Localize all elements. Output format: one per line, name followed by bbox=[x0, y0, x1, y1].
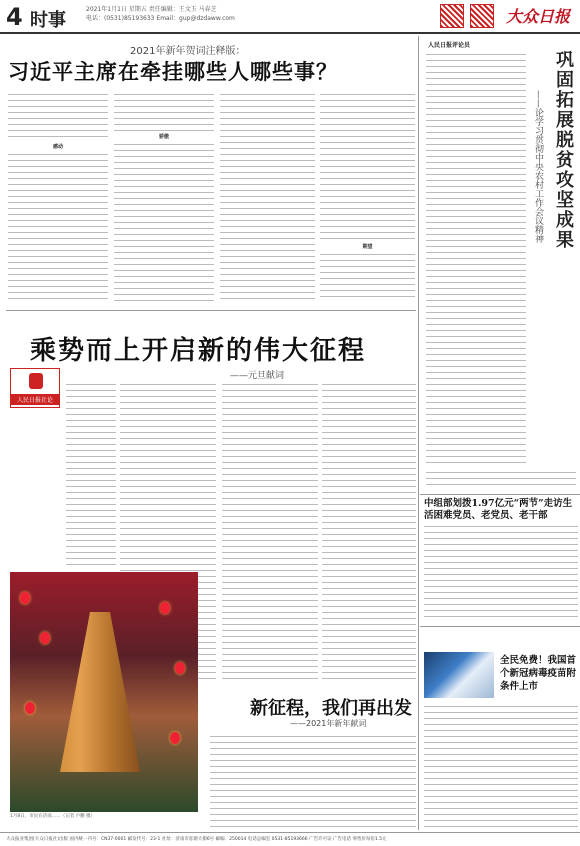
divider bbox=[420, 626, 580, 627]
story3-column bbox=[424, 704, 578, 828]
right-label: 人民日报评论员 bbox=[428, 42, 471, 49]
emblem-icon bbox=[29, 373, 43, 389]
right-subhead: ——论学习贯彻中央农村工作会议精神 bbox=[533, 90, 543, 243]
qr-code-icon bbox=[470, 4, 494, 28]
article1-column bbox=[320, 92, 415, 302]
photo-caption: 1月8日，市民在济南……（记者 卢鹏 摄） bbox=[10, 814, 96, 819]
vaccine-photo bbox=[424, 652, 494, 698]
lantern-icon bbox=[40, 632, 50, 644]
page-footer: 大众报业集团(大众日报社)出版 国内统一刊号：CN37-0001 邮发代号：23-1 社址：济南市泺源大街6号 邮编：250014 电话总编室 0531-85193666 广告许可证 广告电话 零售价每份1.5元 bbox=[0, 832, 580, 846]
page-header bbox=[0, 0, 580, 34]
lantern-icon bbox=[175, 662, 185, 674]
editorial-logo-text: 人民日报社论 bbox=[11, 394, 59, 405]
article3-headline: 新征程，我们再出发 bbox=[250, 698, 412, 719]
festival-photo bbox=[10, 572, 198, 812]
article1-subhead: 骄傲 bbox=[158, 134, 169, 140]
header-meta-line2: 电话：(0531)85193633 Email：gup@dzdaww.com bbox=[86, 15, 235, 22]
lantern-icon bbox=[160, 602, 170, 614]
article2-column bbox=[222, 382, 318, 682]
right-column bbox=[426, 470, 576, 490]
article1-column bbox=[8, 92, 108, 302]
article2-byline: ——元旦献词 bbox=[230, 371, 285, 381]
divider bbox=[420, 494, 580, 495]
article1-kicker: 2021年新年贺词注释版： bbox=[130, 46, 246, 57]
lantern-icon bbox=[170, 732, 180, 744]
header-meta-line1: 2021年1月1日 星期五 责任编辑：王文玉 马春芝 bbox=[86, 6, 217, 13]
article2-headline: 乘势而上开启新的伟大征程 bbox=[30, 336, 367, 366]
lantern-icon bbox=[25, 702, 35, 714]
article3-column bbox=[210, 734, 416, 828]
editorial-logo bbox=[10, 368, 60, 408]
story2-headline: 中组部划拨1.97亿元“两节”走访生活困难党员、老党员、老干部 bbox=[424, 498, 573, 521]
right-headline: 巩固拓展脱贫攻坚成果 bbox=[553, 50, 574, 250]
divider bbox=[418, 36, 419, 830]
article2-column bbox=[66, 382, 116, 566]
story3-headline: 全民免费！我国首个新冠病毒疫苗附条件上市 bbox=[500, 655, 577, 692]
page-number: 4 bbox=[6, 3, 23, 31]
article1-column bbox=[220, 92, 315, 302]
article1-column bbox=[114, 92, 214, 302]
qr-code-icon bbox=[440, 4, 464, 28]
header-meta bbox=[86, 5, 235, 23]
section-title: 时事 bbox=[30, 10, 66, 31]
article1-subhead: 期望 bbox=[362, 244, 373, 250]
right-column bbox=[426, 52, 526, 464]
lantern-icon bbox=[20, 592, 30, 604]
article3-byline: ——2021年新年献词 bbox=[290, 719, 367, 728]
article1-subhead: 感动 bbox=[52, 144, 63, 150]
story2-column bbox=[424, 524, 578, 620]
article1-headline: 习近平主席在牵挂哪些人哪些事？ bbox=[8, 59, 338, 84]
lantern-tower bbox=[50, 612, 150, 772]
masthead: 大众日报 bbox=[505, 7, 570, 26]
divider bbox=[6, 310, 416, 311]
article2-column bbox=[322, 382, 416, 682]
